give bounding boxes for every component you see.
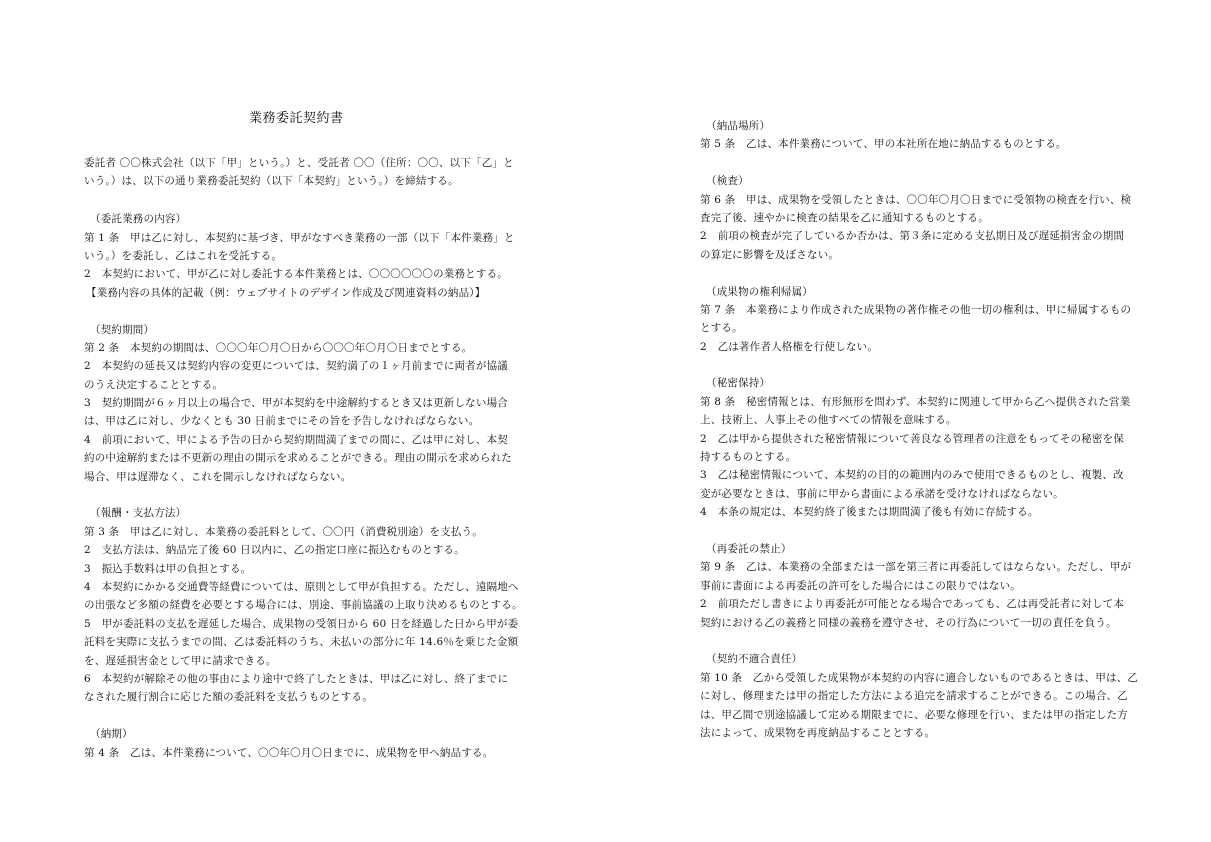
clause-note: 【業務内容の具体的記載（例：ウェブサイトのデザイン作成及び関連資料の納品）】 [86, 286, 486, 299]
clause-line: 2 支払方法は、納品完了後 60 日以内に、乙の指定口座に振込むものとする。 [84, 544, 465, 557]
clause-line: 約の中途解約または不更新の理由の開示を求めることができる。理由の開示を求められた [84, 452, 512, 465]
clause-line: 2 本契約の延長又は契約内容の変更については、契約満了の１ヶ月前までに両者が協議 [84, 360, 508, 373]
spacer [84, 707, 524, 725]
section-heading: （成果物の権利帰属） [706, 285, 813, 298]
section-heading: （契約不適合責任） [706, 653, 803, 666]
spacer [700, 356, 1140, 374]
spacer [700, 522, 1140, 540]
section-heading: （報酬・支払方法） [90, 507, 187, 520]
clause-line: を、遅延損害金として甲に請求できる。 [84, 654, 277, 667]
clause-line: 4 前項において、甲による予告の日から契約期間満了までの間に、乙は甲に対し、本契 [84, 433, 508, 446]
clause-line: いう。）を委託し、乙はこれを受託する。 [84, 249, 283, 262]
preamble-line: 委託者 〇〇株式会社（以下「甲」という。）と、受託者 〇〇（住所：〇〇、以下「乙」と [84, 157, 514, 169]
preamble-line: いう。）は、以下の通り業務委託契約（以下「本契約」という。）を締結する。 [84, 175, 459, 188]
clause-line: のうえ決定することとする。 [84, 378, 224, 391]
clause-line: 2 前項の検査が完了しているか否かは、第３条に定める支払期日及び遅延損害金の期間 [700, 230, 1125, 243]
clause-line: なされた履行割合に応じた額の委託料を支払うものとする。 [84, 691, 373, 704]
section-article-6 [700, 172, 1140, 264]
clause-line: 持するものとする。 [700, 451, 797, 464]
clause-line: 6 本契約が解除その他の事由により途中で終了したときは、甲は乙に対し、終了までに [84, 672, 509, 685]
section-article-9 [700, 540, 1140, 632]
clause-line: 第 8 条 秘密情報とは、有形無形を問わず、本契約に関連して甲から乙へ提供された営業 [700, 395, 1131, 408]
clause-line: 法によって、成果物を再度納品することとする。 [700, 726, 936, 739]
clause-line: 2 乙は著作者人格権を行使しない。 [700, 340, 879, 353]
spacer [84, 302, 524, 320]
clause-line: 第 3 条 甲は乙に対し、本業務の委託料として、〇〇円（消費税別途）を支払う。 [84, 525, 483, 538]
section-heading: （再委託の禁止） [706, 542, 792, 555]
section-article-1 [84, 210, 524, 302]
clause-line: 4 本契約にかかる交通費等経費については、原則として甲が負担する。ただし、遠隔地へ [84, 580, 519, 593]
clause-line: 変が必要なときは、事前に甲から書面による承諾を受けなければならない。 [700, 487, 1064, 500]
clause-line: は、甲乙間で別途協議して定める期限までに、必要な修理を行い、または甲の指定した方 [700, 708, 1128, 721]
section-article-5 [700, 117, 1140, 154]
clause-line: 2 本契約において、甲が乙に対し委託する本件業務とは、〇〇〇〇〇〇の業務とする。 [84, 268, 508, 281]
clause-line: 第 7 条 本業務により作成された成果物の著作権その他一切の権利は、甲に帰属するもの [700, 303, 1132, 316]
clause-line: に対し、修理または甲の指定した方法による追完を請求することができる。この場合、乙 [700, 690, 1128, 703]
section-heading: （契約期間） [90, 323, 155, 336]
clause-line: 上、技術上、人事上その他すべての情報を意味する。 [700, 414, 957, 427]
clause-line: 第 1 条 甲は乙に対し、本契約に基づき、甲がなすべき業務の一部（以下「本件業務」と [84, 231, 515, 244]
section-heading: （委託業務の内容） [90, 213, 187, 226]
clause-line: 事前に書面による再委託の許可をした場合にはこの限りではない。 [700, 579, 1021, 592]
left-column [84, 154, 524, 762]
clause-line: 第 5 条 乙は、本件業務について、甲の本社所在地に納品するものとする。 [700, 138, 1067, 151]
section-article-3 [84, 504, 524, 706]
spacer [700, 632, 1140, 650]
clause-line: 第 4 条 乙は、本件業務について、〇〇年〇月〇日までに、成果物を甲へ納品する。 [84, 746, 494, 759]
clause-line: 契約における乙の義務と同様の義務を遵守させ、その行為について一切の責任を負う。 [700, 616, 1117, 629]
clause-line: 第 2 条 本契約の期間は、〇〇〇年〇月〇日から〇〇〇年〇月〇日までとする。 [84, 341, 473, 354]
clause-line: 3 乙は秘密情報について、本契約の目的の範囲内のみで使用できるものとし、複製、改 [700, 469, 1124, 482]
clause-line: 2 乙は甲から提供された秘密情報について善良なる管理者の注意をもってその秘密を保 [700, 432, 1124, 445]
section-article-10 [700, 650, 1140, 742]
clause-line: 3 契約期間が６ヶ月以上の場合で、甲が本契約を中途解約するとき又は更新しない場合 [84, 397, 508, 410]
clause-line: 査完了後、速やかに検査の結果を乙に通知するものとする。 [700, 211, 989, 224]
clause-line: 5 甲が委託料の支払を遅延した場合、成果物の受領日から 60 日を経過した日から甲が委 [84, 617, 519, 630]
clause-line: は、甲は乙に対し、少なくとも 30 日前までにその旨を予告しなければならない。 [84, 415, 480, 428]
clause-line: とする。 [700, 322, 743, 335]
section-heading: （検査） [706, 175, 749, 188]
clause-line: 3 振込手数料は甲の負担とする。 [84, 562, 252, 575]
spacer [84, 191, 524, 209]
clause-line: 第 10 条 乙から受領した成果物が本契約の内容に適合しないものであるときは、甲は、乙 [700, 671, 1139, 684]
section-article-7 [700, 283, 1140, 357]
clause-line: 場合、甲は遅滞なく、これを開示しなければならない。 [84, 470, 352, 483]
section-heading: （納期） [90, 728, 133, 741]
document-title: 業務委託契約書 [249, 111, 344, 126]
spacer [700, 154, 1140, 172]
clause-line: 第 6 条 甲は、成果物を受領したときは、〇〇年〇月〇日までに受領物の検査を行い、検 [700, 193, 1132, 206]
clause-line: 4 本条の規定は、本契約終了後または期間満了後も有効に存続する。 [700, 506, 1039, 519]
clause-line: 第 9 条 乙は、本業務の全部または一部を第三者に再委託してはならない。ただし、甲が [700, 561, 1132, 574]
clause-line: 2 前項ただし書きにより再委託が可能となる場合であっても、乙は再受託者に対して本 [700, 598, 1125, 611]
right-column [700, 117, 1140, 742]
clause-line: 託料を実際に支払うまでの間、乙は委託料のうち、未払いの部分に年 14.6％を乗じた金額 [84, 636, 519, 649]
section-article-8 [700, 374, 1140, 521]
section-heading: （秘密保持） [706, 377, 771, 390]
section-article-4 [84, 725, 524, 762]
spacer [700, 264, 1140, 282]
section-article-2 [84, 321, 524, 487]
clause-line: の算定に影響を及ぼさない。 [700, 248, 840, 261]
clause-line: の出張など多額の経費を必要とする場合には、別途、事前協議の上取り決めるものとする。 [84, 599, 523, 612]
section-heading: （納品場所） [706, 120, 771, 132]
spacer [84, 486, 524, 504]
